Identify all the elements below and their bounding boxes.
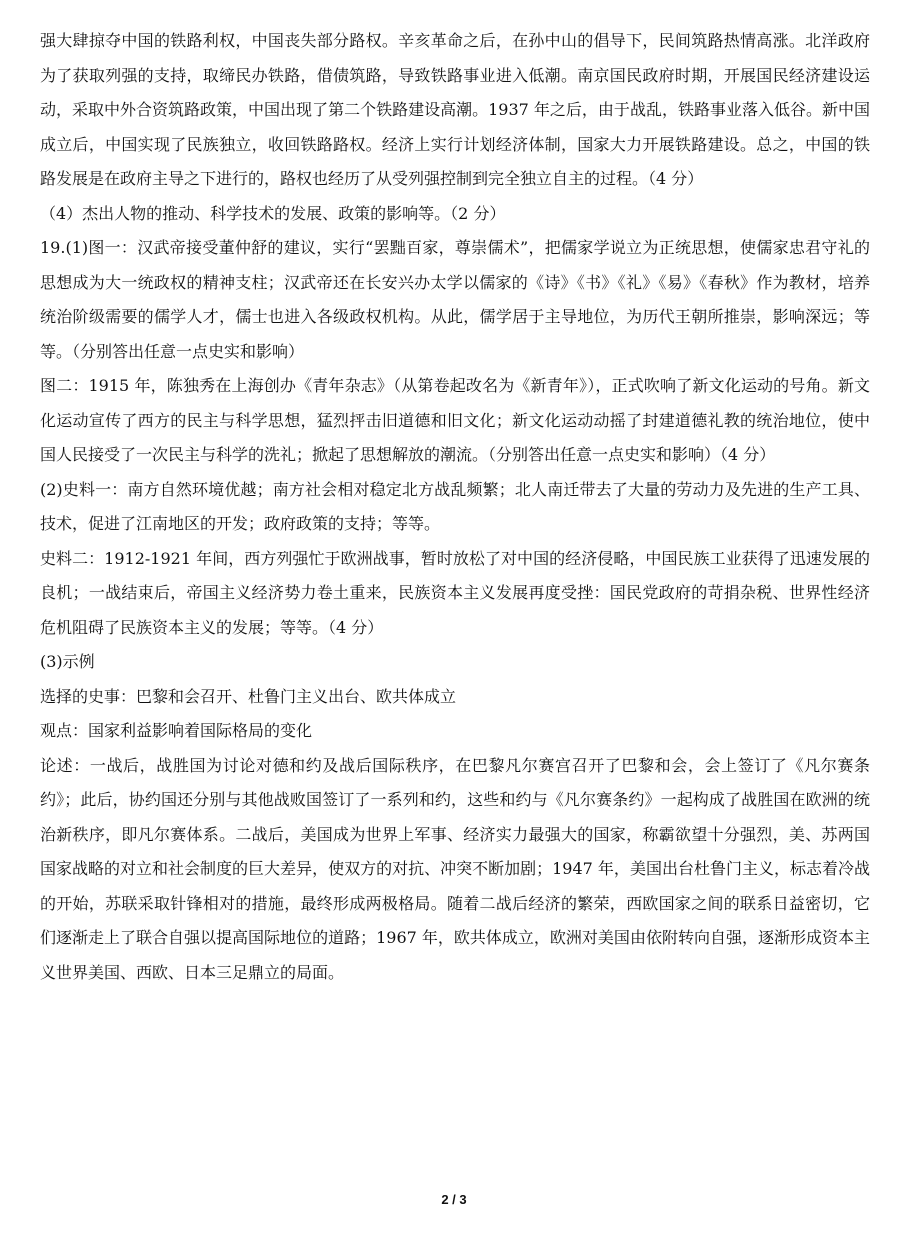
answer-content	[40, 24, 870, 990]
paragraph-argument: 论述：一战后，战胜国为讨论对德和约及战后国际秩序，在巴黎凡尔赛宫召开了巴黎和会，会上签订了《凡尔赛条约》；此后，协约国还分别与其他战败国签订了一系列和约，这些和约与《凡尔赛条约》一起构成了战胜国在欧洲的统治新秩序，即凡尔赛体系。二战后，美国成为世界上军事、经济实力最强大的国家，称霸欲望十分强烈，美、苏两国国家战略的对立和社会制度的巨大差异，使双方的对抗、冲突不断加剧；1947 年，美国出台杜鲁门主义，标志着冷战的开始，苏联采取针锋相对的措施，最终形成两极格局。随着二战后经济的繁荣，西欧国家之间的联系日益密切，它们逐渐走上了联合自强以提高国际地位的道路；1967 年，欧共体成立，欧洲对美国由依附转向自强，逐渐形成资本主义世界美国、西欧、日本三足鼎立的局面。	[40, 755, 870, 982]
page-number: 2 / 3	[441, 1192, 467, 1207]
paragraph-viewpoint: 观点：国家利益影响着国际格局的变化	[40, 721, 313, 740]
paragraph-q18-part4: （4）杰出人物的推动、科学技术的发展、政策的影响等。（2 分）	[40, 203, 506, 223]
paragraph-q19-part3-example: (3)示例	[40, 652, 95, 671]
paragraph-q19-part1-figure2: 图二：1915 年，陈独秀在上海创办《青年杂志》（从第卷起改名为《新青年》），正式吹响了新文化运动的号角。新文化运动宣传了西方的民主与科学思想，猛烈抨击旧道德和旧文化；新文化运动动摇了封建道德礼教的统治地位，使中国人民接受了一次民主与科学的洗礼；掀起了思想解放的潮流。（分别答出任意一点史实和影响）（4 分）	[40, 376, 870, 464]
paragraph-q19-part1-figure1: 19.(1)图一：汉武帝接受董仲舒的建议，实行“罢黜百家，尊崇儒术”，把儒家学说立为正统思想，使儒家忠君守礼的思想成为大一统政权的精神支柱；汉武帝还在长安兴办太学以儒家的《诗》《书》《礼》《易》《春秋》作为教材，培养统治阶级需要的儒学人才，儒士也进入各级政权机构。从此，儒学居于主导地位，为历代王朝所推崇，影响深远；等等。（分别答出任意一点史实和影响）	[40, 238, 870, 361]
paragraph-q19-part2-source1: (2)史料一：南方自然环境优越；南方社会相对稳定北方战乱频繁；北人南迁带去了大量的劳动力及先进的生产工具、技术，促进了江南地区的开发；政府政策的支持；等等。	[40, 479, 870, 533]
paragraph-railway-history: 强大肆掠夺中国的铁路利权，中国丧失部分路权。辛亥革命之后，在孙中山的倡导下，民间筑路热情高涨。北洋政府为了获取列强的支持，取缔民办铁路，借债筑路，导致铁路事业进入低潮。南京国民政府时期，开展国民经济建设运动，采取中外合资筑路政策，中国出现了第二个铁路建设高潮。1937 年之后，由于战乱，铁路事业落入低谷。新中国成立后，中国实现了民族独立，收回铁路路权。经济上实行计划经济体制，国家大力开展铁路建设。总之，中国的铁路发展是在政府主导之下进行的，路权也经历了从受列强控制到完全独立自主的过程。（4 分）	[40, 31, 870, 188]
paragraph-selected-events: 选择的史事：巴黎和会召开、杜鲁门主义出台、欧共体成立	[40, 686, 457, 706]
paragraph-q19-part2-source2: 史料二：1912-1921 年间，西方列强忙于欧洲战事，暂时放松了对中国的经济侵略，中国民族工业获得了迅速发展的良机；一战结束后，帝国主义经济势力卷土重来，民族资本主义发展再度受挫：国民党政府的苛捐杂税、世界性经济危机阻碍了民族资本主义的发展；等等。（4 分）	[40, 548, 870, 637]
